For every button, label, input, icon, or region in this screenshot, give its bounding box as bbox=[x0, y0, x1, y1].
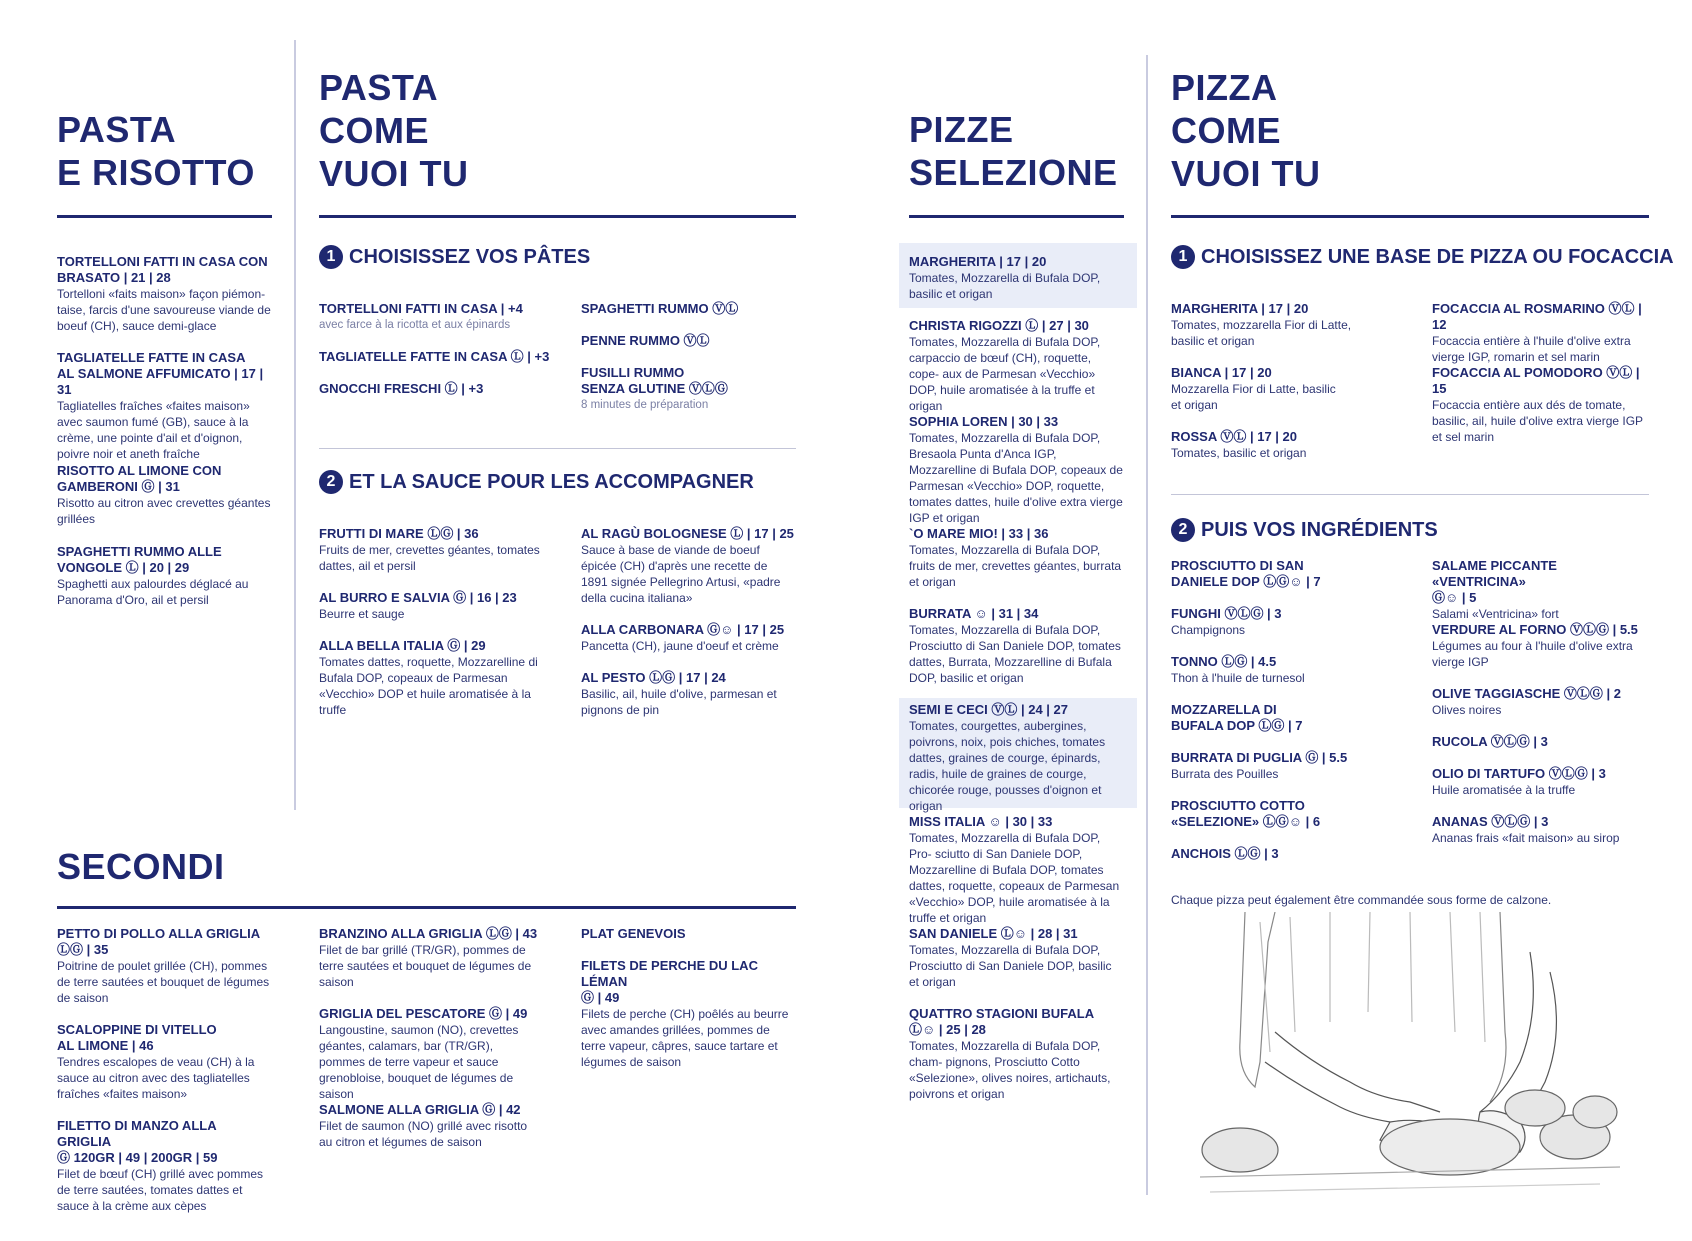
item-name: AL PESTO ⓁⒼ | 17 | 24 bbox=[581, 670, 726, 685]
item-description: Tomates, Mozzarella di Bufala DOP, fruits de mer, crevettes géantes, burrata et origan bbox=[909, 543, 1122, 589]
pizza-item bbox=[909, 814, 1124, 926]
item-description: Tomates, courgettes, aubergines, poivrons, noix, pois chiches, tomates dattes, graines de courge, épinards, radis, huile de graines de courge, chicorée rouge, pousses d'oignon et origan bbox=[909, 719, 1106, 813]
item-description: Thon à l'huile de turnesol bbox=[1171, 671, 1305, 685]
item-name: RISOTTO AL LIMONE CON bbox=[57, 463, 222, 478]
item-name: ALLA CARBONARA Ⓖ☺ | 17 | 25 bbox=[581, 622, 785, 637]
item-description: Salami «Ventricina» fort bbox=[1432, 607, 1559, 621]
section-title-pizza-come-vuoi-tu bbox=[1171, 66, 1321, 195]
pasta-option bbox=[319, 301, 559, 333]
item-description: Fruits de mer, crevettes géantes, tomates dattes, ail et persil bbox=[319, 543, 540, 573]
item-name: SENZA GLUTINE ⓋⓁⒼ bbox=[581, 381, 728, 396]
item-name: FOCACCIA AL POMODORO ⓋⓁ | 15 bbox=[1432, 365, 1640, 396]
item-description: Sauce à base de viande de boeuf épicée (CH) d'après une recette de 1891 signée Pellegrino Artusi, «padre della cucina italiana» bbox=[581, 543, 781, 605]
item-name: RUCOLA ⓋⓁⒼ | 3 bbox=[1432, 734, 1548, 749]
title-line: VUOI TU bbox=[1171, 153, 1321, 194]
note-text: Chaque pizza peut également être commandée sous forme de calzone. bbox=[1171, 893, 1552, 907]
item-description: Filets de perche (CH) poêlés au beurre avec amandes grillées, pommes de terre vapeur, câpres, sauce tartare et légumes de saison bbox=[581, 1007, 789, 1069]
item-name: BUFALA DOP ⓁⒼ | 7 bbox=[1171, 718, 1303, 733]
menu-item bbox=[581, 958, 796, 1070]
item-description: Mozzarella Fior di Latte, basilic et origan bbox=[1171, 382, 1336, 412]
step-label: CHOISISSEZ VOS PÂTES bbox=[349, 245, 591, 268]
item-name: ⓁⒼ | 35 bbox=[57, 942, 109, 957]
item-name: FUSILLI RUMMO bbox=[581, 365, 685, 380]
menu-item bbox=[319, 1102, 539, 1150]
item-name: FILETS DE PERCHE DU LAC LÉMAN bbox=[581, 958, 758, 989]
item-name: OLIO DI TARTUFO ⓋⓁⒼ | 3 bbox=[1432, 766, 1606, 781]
item-name: AL BURRO E SALVIA Ⓖ | 16 | 23 bbox=[319, 590, 517, 605]
sauce-option bbox=[319, 526, 544, 574]
column-divider bbox=[1146, 55, 1148, 1195]
item-name: SALAME PICCANTE «VENTRICINA» bbox=[1432, 558, 1557, 589]
section-title-pizze-selezione bbox=[909, 108, 1118, 194]
item-name: Ⓛ☺ | 25 | 28 bbox=[909, 1022, 986, 1037]
menu-item bbox=[57, 463, 272, 527]
item-description: Poitrine de poulet grillée (CH), pommes de terre sautées et bouquet de légumes de saison bbox=[57, 959, 270, 1005]
item-name: TORTELLONI FATTI IN CASA | +4 bbox=[319, 301, 523, 316]
item-description: Focaccia entière aux dés de tomate, basilic, ail, huile d'olive extra vierge IGP et sel marin bbox=[1432, 398, 1643, 444]
title-line: PIZZA bbox=[1171, 67, 1278, 108]
step-number-badge: 1 bbox=[319, 245, 343, 269]
item-description: Basilic, ail, huile d'olive, parmesan et pignons de pin bbox=[581, 687, 777, 717]
title-line: COME bbox=[1171, 110, 1281, 151]
item-description: Tagliatelles fraîches «faites maison» avec saumon fumé (GB), sauce à la crème, une pointe d'ail et d'oignon, poivre noir et aneth fraîche bbox=[57, 399, 250, 461]
ingredient-option bbox=[1432, 814, 1650, 846]
ingredient-option bbox=[1171, 846, 1401, 862]
divider bbox=[1171, 494, 1649, 495]
item-description: Spaghetti aux palourdes déglacé au Panorama d'Oro, ail et persil bbox=[57, 577, 249, 607]
section-rule bbox=[319, 215, 796, 218]
item-description: Champignons bbox=[1171, 623, 1246, 637]
item-name: Ⓖ 120GR | 49 | 200GR | 59 bbox=[57, 1150, 218, 1165]
item-name: BURRATA DI PUGLIA Ⓖ | 5.5 bbox=[1171, 750, 1348, 765]
item-description: Tomates, Mozzarella di Bufala DOP, carpaccio de bœuf (CH), roquette, cope- aux de Parmesan «Vecchio» DOP, huile aromatisée à la truffe et origan bbox=[909, 335, 1101, 413]
item-description: Ananas frais «fait maison» au sirop bbox=[1432, 831, 1620, 845]
item-description: Tomates dattes, roquette, Mozzarelline di Bufala DOP, copeaux de Parmesan «Vecchio» DOP et huile aromatisée à la truffe bbox=[319, 655, 538, 717]
item-description: Tortelloni «faits maison» façon piémon- taise, farcis d'une savoureuse viande de boeuf (CH), sauce demi-glace bbox=[57, 287, 271, 333]
pizza-chef-illustration bbox=[1200, 912, 1620, 1202]
item-description: Pancetta (CH), jaune d'oeuf et crème bbox=[581, 639, 779, 653]
pizza-item bbox=[909, 702, 1124, 814]
item-name: SPAGHETTI RUMMO ALLE bbox=[57, 544, 222, 559]
ingredient-option bbox=[1432, 766, 1650, 798]
ingredient-option bbox=[1171, 606, 1401, 638]
item-name: FOCACCIA AL ROSMARINO ⓋⓁ | 12 bbox=[1432, 301, 1642, 332]
pizza-item bbox=[909, 318, 1124, 414]
item-name: PROSCIUTTO DI SAN bbox=[1171, 558, 1304, 573]
pizza-base-option bbox=[1171, 429, 1371, 461]
item-name: ALLA BELLA ITALIA Ⓖ | 29 bbox=[319, 638, 486, 653]
item-name: Ⓖ | 49 bbox=[581, 990, 620, 1005]
item-name: BRANZINO ALLA GRIGLIA ⓁⒼ | 43 bbox=[319, 926, 538, 941]
ingredient-option bbox=[1171, 702, 1401, 734]
item-name: AL RAGÙ BOLOGNESE Ⓛ | 17 | 25 bbox=[581, 526, 794, 541]
item-description: Tomates, Mozzarella di Bufala DOP, cham- pignons, Prosciutto Cotto «Selezione», olives noires, artichauts, poivrons et origan bbox=[909, 1039, 1111, 1101]
pizza-item bbox=[909, 414, 1124, 526]
item-name: PETTO DI POLLO ALLA GRIGLIA bbox=[57, 926, 261, 941]
item-name: SAN DANIELE Ⓛ☺ | 28 | 31 bbox=[909, 926, 1078, 941]
item-name: ANCHOIS ⓁⒼ | 3 bbox=[1171, 846, 1279, 861]
item-name: GRIGLIA DEL PESCATORE Ⓖ | 49 bbox=[319, 1006, 528, 1021]
menu-item bbox=[319, 1006, 539, 1102]
menu-item bbox=[57, 1118, 272, 1214]
section-title-secondi bbox=[57, 845, 225, 888]
item-name: ROSSA ⓋⓁ | 17 | 20 bbox=[1171, 429, 1298, 444]
ingredient-option bbox=[1171, 558, 1401, 590]
item-description: Olives noires bbox=[1432, 703, 1502, 717]
item-description: Tomates, Mozzarella di Bufala DOP, Prosciutto di San Daniele DOP, tomates dattes, Burrata, Mozzarelline di Bufala DOP, basilic et origan bbox=[909, 623, 1121, 685]
item-name: BIANCA | 17 | 20 bbox=[1171, 365, 1272, 380]
item-name: AL SALMONE AFFUMICATO | 17 | 31 bbox=[57, 366, 264, 397]
ingredient-option bbox=[1432, 734, 1650, 750]
item-description: Tomates, Mozzarella di Bufala DOP, Pro- sciutto di San Daniele DOP, Mozzarelline di Bufala DOP, tomates dattes, roquette, copeaux de Parmesan «Vecchio» DOP, huile aromatisée à la truffe et origan bbox=[909, 831, 1120, 925]
item-description: Tomates, Mozzarella di Bufala DOP, Bresaola Punta d'Anca IGP, Mozzarelline di Bufala DOP, copeaux de Parmesan «Vecchio» DOP, roquette, tomates dattes, huile d'olive extra vierge IGP et origan bbox=[909, 431, 1123, 525]
item-description: Tomates, mozzarella Fior di Latte, basilic et origan bbox=[1171, 318, 1352, 348]
item-name: FUNGHI ⓋⓁⒼ | 3 bbox=[1171, 606, 1282, 621]
item-name: PROSCIUTTO COTTO bbox=[1171, 798, 1305, 813]
item-name: MISS ITALIA ☺ | 30 | 33 bbox=[909, 814, 1053, 829]
item-description: Risotto au citron avec crevettes géantes grillées bbox=[57, 496, 271, 526]
item-name: SOPHIA LOREN | 30 | 33 bbox=[909, 414, 1059, 429]
item-name: `O MARE MIO! | 33 | 36 bbox=[909, 526, 1049, 541]
step-number-badge: 2 bbox=[319, 470, 343, 494]
item-name: MOZZARELLA DI bbox=[1171, 702, 1277, 717]
title-line: COME bbox=[319, 110, 429, 151]
item-name: SCALOPPINE DI VITELLO bbox=[57, 1022, 217, 1037]
item-name: TAGLIATELLE FATTE IN CASA bbox=[57, 350, 246, 365]
item-name: SPAGHETTI RUMMO ⓋⓁ bbox=[581, 301, 739, 316]
ingredient-option bbox=[1171, 750, 1401, 782]
step-number-badge: 1 bbox=[1171, 245, 1195, 269]
item-description: Beurre et sauge bbox=[319, 607, 405, 621]
ingredient-option bbox=[1432, 622, 1650, 670]
menu-item bbox=[319, 926, 539, 990]
item-name: QUATTRO STAGIONI BUFALA bbox=[909, 1006, 1095, 1021]
item-name: TORTELLONI FATTI IN CASA CON bbox=[57, 254, 268, 269]
step-heading-choose-sauce bbox=[319, 470, 754, 494]
ingredient-option bbox=[1432, 558, 1650, 622]
item-description: Filet de bar grillé (TR/GR), pommes de terre sautées et bouquet de légumes de saison bbox=[319, 943, 532, 989]
item-name: MARGHERITA | 17 | 20 bbox=[909, 254, 1047, 269]
section-title-pasta-come-vuoi-tu bbox=[319, 66, 469, 195]
calzone-note bbox=[1171, 892, 1649, 908]
step-label: ET LA SAUCE POUR LES ACCOMPAGNER bbox=[349, 470, 754, 493]
section-rule bbox=[57, 906, 796, 909]
title-line: SECONDI bbox=[57, 846, 225, 887]
title-line: E RISOTTO bbox=[57, 152, 255, 193]
step-heading-choose-ingredients bbox=[1171, 518, 1438, 542]
step-label: CHOISISSEZ UNE BASE DE PIZZA OU FOCACCIA bbox=[1201, 245, 1674, 268]
item-name: CHRISTA RIGOZZI Ⓛ | 27 | 30 bbox=[909, 318, 1089, 333]
title-line: SELEZIONE bbox=[909, 152, 1118, 193]
item-description: Filet de bœuf (CH) grillé avec pommes de terre sautées, tomates dattes et sauce à la crème aux cèpes bbox=[57, 1167, 264, 1213]
pasta-option bbox=[581, 301, 796, 317]
menu-item bbox=[57, 1022, 272, 1102]
menu-item bbox=[57, 926, 272, 1006]
pasta-option bbox=[319, 381, 559, 397]
pizza-base-option bbox=[1432, 301, 1650, 365]
item-description: Focaccia entière à l'huile d'olive extra vierge IGP, romarin et sel marin bbox=[1432, 334, 1631, 364]
pasta-option bbox=[319, 349, 559, 365]
item-note: avec farce à la ricotta et aux épinards bbox=[319, 319, 511, 331]
pizza-item bbox=[909, 254, 1124, 302]
item-name: BURRATA ☺ | 31 | 34 bbox=[909, 606, 1039, 621]
item-name: TAGLIATELLE FATTE IN CASA Ⓛ | +3 bbox=[319, 349, 550, 364]
item-name: AL LIMONE | 46 bbox=[57, 1038, 154, 1053]
sauce-option bbox=[319, 638, 544, 718]
item-name: PLAT GENEVOIS bbox=[581, 926, 686, 941]
sauce-option bbox=[581, 670, 796, 718]
item-description: Huile aromatisée à la truffe bbox=[1432, 783, 1576, 797]
item-name: GAMBERONI Ⓖ | 31 bbox=[57, 479, 180, 494]
pizza-item bbox=[909, 1006, 1124, 1102]
title-line: VUOI TU bbox=[319, 153, 469, 194]
column-divider bbox=[294, 40, 296, 810]
item-name: Ⓖ☺ | 5 bbox=[1432, 590, 1477, 605]
item-description: Tomates, Mozzarella di Bufala DOP, basilic et origan bbox=[909, 271, 1101, 301]
pasta-option bbox=[581, 333, 796, 349]
item-name: TONNO ⓁⒼ | 4.5 bbox=[1171, 654, 1277, 669]
title-line: PIZZE bbox=[909, 109, 1014, 150]
item-description: Filet de saumon (NO) grillé avec risotto au citron et légumes de saison bbox=[319, 1119, 528, 1149]
menu-item bbox=[581, 926, 796, 942]
ingredient-option bbox=[1432, 686, 1650, 718]
item-name: SALMONE ALLA GRIGLIA Ⓖ | 42 bbox=[319, 1102, 521, 1117]
divider bbox=[319, 448, 796, 449]
section-rule bbox=[909, 215, 1124, 218]
item-note: 8 minutes de préparation bbox=[581, 399, 709, 411]
section-title-pasta-risotto bbox=[57, 108, 255, 194]
item-name: ANANAS ⓋⓁⒼ | 3 bbox=[1432, 814, 1549, 829]
item-description: Légumes au four à l'huile d'olive extra vierge IGP bbox=[1432, 639, 1633, 669]
step-number-badge: 2 bbox=[1171, 518, 1195, 542]
item-description: Tomates, Mozzarella di Bufala DOP, Prosciutto di San Daniele DOP, basilic et origan bbox=[909, 943, 1112, 989]
sauce-option bbox=[319, 590, 544, 622]
ingredient-option bbox=[1171, 654, 1401, 686]
item-name: «SELEZIONE» ⓁⒼ☺ | 6 bbox=[1171, 814, 1321, 829]
ingredient-option bbox=[1171, 798, 1401, 830]
item-name: SEMI E CECI ⓋⓁ | 24 | 27 bbox=[909, 702, 1068, 717]
section-rule bbox=[1171, 215, 1649, 218]
item-name: FRUTTI DI MARE ⓁⒼ | 36 bbox=[319, 526, 479, 541]
step-heading-choose-base bbox=[1171, 245, 1674, 269]
step-heading-choose-pasta bbox=[319, 245, 590, 269]
section-rule bbox=[57, 215, 272, 218]
pizza-item bbox=[909, 926, 1124, 990]
menu-item bbox=[57, 254, 272, 334]
pizza-base-option bbox=[1432, 365, 1650, 445]
item-name: BRASATO | 21 | 28 bbox=[57, 270, 171, 285]
item-description: Langoustine, saumon (NO), crevettes géantes, calamars, bar (TR/GR), pommes de terre vapeur et sauce grenobloise, bouquet de légumes de saison bbox=[319, 1023, 519, 1101]
item-name: FILETTO DI MANZO ALLA GRIGLIA bbox=[57, 1118, 217, 1149]
pizza-base-option bbox=[1171, 301, 1371, 349]
item-name: GNOCCHI FRESCHI Ⓛ | +3 bbox=[319, 381, 484, 396]
title-line: PASTA bbox=[319, 67, 439, 108]
title-line: PASTA bbox=[57, 109, 177, 150]
sauce-option bbox=[581, 622, 796, 654]
item-name: OLIVE TAGGIASCHE ⓋⓁⒼ | 2 bbox=[1432, 686, 1622, 701]
item-name: PENNE RUMMO ⓋⓁ bbox=[581, 333, 710, 348]
step-label: PUIS VOS INGRÉDIENTS bbox=[1201, 518, 1438, 541]
pizza-item bbox=[909, 606, 1124, 686]
sauce-option bbox=[581, 526, 796, 606]
item-description: Tendres escalopes de veau (CH) à la sauce au citron avec des tagliatelles fraîches «faites maison» bbox=[57, 1055, 255, 1101]
pizza-base-option bbox=[1171, 365, 1341, 413]
menu-item bbox=[57, 350, 272, 462]
item-name: MARGHERITA | 17 | 20 bbox=[1171, 301, 1309, 316]
item-name: VERDURE AL FORNO ⓋⓁⒼ | 5.5 bbox=[1432, 622, 1638, 637]
item-name: VONGOLE Ⓛ | 20 | 29 bbox=[57, 560, 190, 575]
menu-item bbox=[57, 544, 272, 608]
item-name: DANIELE DOP ⓁⒼ☺ | 7 bbox=[1171, 574, 1321, 589]
pizza-item bbox=[909, 526, 1124, 590]
item-description: Burrata des Pouilles bbox=[1171, 767, 1279, 781]
item-description: Tomates, basilic et origan bbox=[1171, 446, 1307, 460]
pasta-option bbox=[581, 365, 796, 413]
